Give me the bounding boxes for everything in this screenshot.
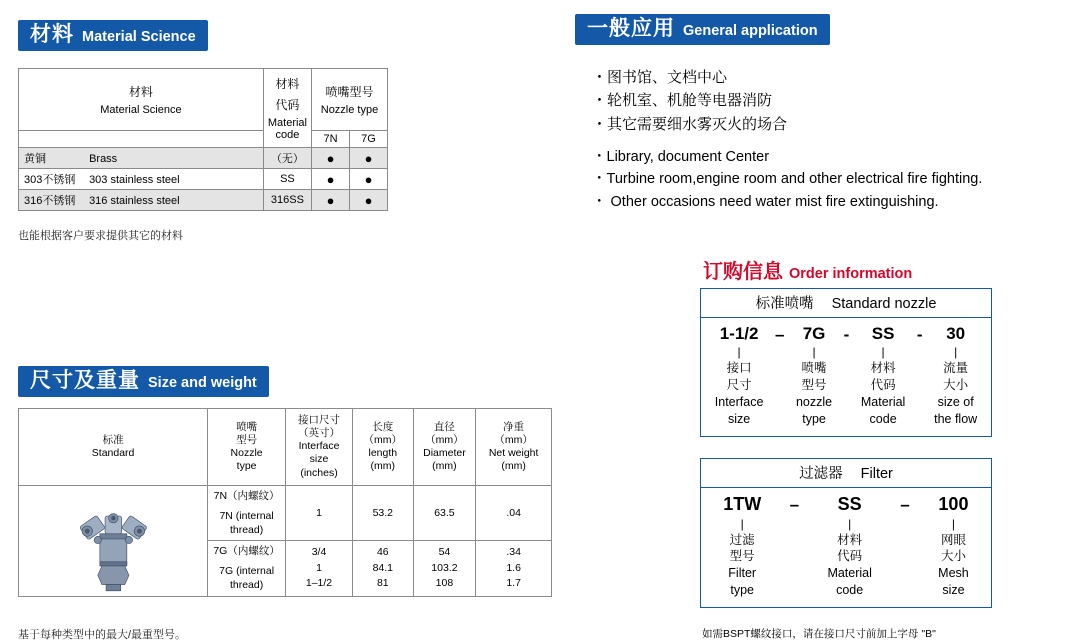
code-label-en-1: nozzle — [795, 395, 833, 410]
code-separator: – — [789, 495, 800, 514]
code-label-cn-1: 喷嘴 — [801, 361, 827, 376]
stem-line: | — [881, 345, 885, 360]
row-length: 46 84.1 81 — [353, 541, 414, 597]
material-table — [18, 68, 388, 211]
list-item: ・Turbine room,engine room and other electrical fire fighting. — [592, 171, 983, 188]
header-interface-size: 接口尺寸 （英寸） Interface size (inches) — [286, 409, 353, 486]
row-name-cn: 黄铜 — [24, 153, 46, 165]
list-item: ・轮机室、机舱等电器消防 — [592, 92, 773, 110]
section-header-order-information — [703, 255, 912, 284]
code-value: 1-1/2 — [719, 324, 759, 343]
stem-line: | — [740, 516, 744, 531]
row-code: （无） — [263, 148, 311, 169]
row-material-name — [19, 169, 264, 190]
code-column-interface-size — [715, 324, 764, 428]
row-material-name — [19, 190, 264, 211]
row-name-en: 316 stainless steel — [89, 195, 180, 207]
code-column-material-code — [861, 324, 905, 428]
filter-box-title — [701, 459, 991, 488]
code-separator: - — [843, 325, 850, 344]
header-nozzle-type: 喷嘴 型号 Nozzle type — [208, 409, 286, 486]
stem-line: | — [737, 345, 741, 360]
code-label-cn-1: 材料 — [870, 361, 896, 376]
code-column-nozzle-type — [796, 324, 832, 428]
table-subheader-row — [19, 131, 388, 148]
header-diameter: 直径 （mm） Diameter (mm) — [413, 409, 476, 486]
header-material-cn: 材料 — [128, 85, 153, 99]
row-interface-size: 1 — [286, 485, 353, 541]
table-row — [19, 148, 388, 169]
header-standard — [19, 409, 208, 486]
code-label-en-1: Filter — [728, 566, 757, 581]
code-column-flow-size — [934, 324, 977, 428]
header-code-cn-1: 材料 — [275, 77, 300, 91]
code-label-cn-2: 代码 — [837, 549, 863, 564]
header-col-7g: 7G — [350, 131, 388, 148]
table-header-row — [19, 409, 552, 486]
header-code-en-1: Material — [267, 117, 307, 129]
stem-line: | — [812, 345, 816, 360]
code-label-en-1: Mesh — [938, 566, 969, 581]
code-label-en-1: Material — [860, 395, 906, 410]
code-label-en-2: size — [942, 583, 965, 598]
row-7g-dot: ● — [350, 148, 388, 169]
row-7n-dot: ● — [312, 148, 350, 169]
row-7g-dot: ● — [350, 169, 388, 190]
general-title-en: General application — [683, 23, 818, 39]
list-item: ・Library, document Center — [592, 148, 770, 165]
general-title-cn: 一般应用 — [587, 17, 675, 40]
row-net-weight: .04 — [476, 485, 552, 541]
header-nozzle-type — [312, 69, 388, 131]
header-nozzle-en: Nozzle type — [320, 104, 379, 116]
header-length: 长度 （mm） length (mm) — [353, 409, 414, 486]
nozzle-illustration — [19, 485, 208, 596]
section-header-material — [18, 20, 208, 51]
row-net-weight: .34 1.6 1.7 — [476, 541, 552, 597]
code-value: 7G — [802, 324, 826, 343]
code-value: 100 — [938, 494, 969, 514]
table-row — [19, 190, 388, 211]
header-standard-en: Standard — [91, 446, 135, 459]
code-label-en-1: Interface — [714, 395, 764, 410]
code-label-cn-2: 大小 — [940, 549, 966, 564]
code-label-cn-2: 型号 — [801, 378, 827, 393]
table-row — [19, 169, 388, 190]
order-box-title-en: Standard nozzle — [831, 296, 937, 312]
code-separator: – — [774, 325, 785, 344]
row-interface-size: 3/4 1 1–1/2 — [286, 541, 353, 597]
general-ribbon — [575, 14, 830, 45]
size-table-note: 基于每种类型中的最大/最重型号。 — [18, 629, 187, 641]
header-nozzle-cn: 喷嘴型号 — [325, 85, 374, 99]
table-row — [19, 485, 552, 541]
material-title-cn: 材料 — [30, 23, 74, 46]
code-label-cn-2: 型号 — [729, 549, 755, 564]
code-label-en-2: size — [727, 412, 751, 427]
code-column-mesh-size — [938, 494, 969, 599]
spacer-cell — [19, 131, 264, 148]
table-header-row — [19, 69, 388, 131]
size-ribbon — [18, 366, 269, 397]
code-value: 1TW — [723, 494, 762, 514]
order-box-title-cn: 标准喷嘴 — [755, 296, 814, 312]
code-label-cn-1: 接口 — [726, 361, 752, 376]
material-title-en: Material Science — [82, 29, 196, 45]
size-title-en: Size and weight — [148, 375, 257, 391]
row-material-name — [19, 148, 264, 169]
header-material-code — [263, 69, 311, 148]
row-code: 316SS — [263, 190, 311, 211]
header-standard-cn: 标准 — [102, 433, 124, 446]
standard-nozzle-code-box — [700, 288, 992, 437]
size-title-cn: 尺寸及重量 — [30, 369, 140, 392]
code-label-en-2: type — [730, 583, 754, 598]
order-title-cn: 订购信息 — [703, 261, 783, 283]
code-label-cn-1: 过滤 — [729, 532, 755, 547]
filter-code-box — [700, 458, 992, 608]
code-column-filter-type — [723, 494, 761, 599]
row-name-cn: 303不锈钢 — [24, 174, 76, 186]
row-code: SS — [263, 169, 311, 190]
stem-line: | — [954, 345, 958, 360]
size-weight-table — [18, 408, 552, 597]
code-label-en-1: Material — [827, 566, 872, 581]
list-item: ・其它需要细水雾灭火的场合 — [592, 115, 788, 133]
order-title-en: Order information — [789, 266, 913, 282]
code-label-cn-2: 大小 — [943, 378, 969, 393]
stem-line: | — [848, 516, 852, 531]
filter-box-title-cn: 过滤器 — [799, 466, 843, 482]
row-7n-dot: ● — [312, 169, 350, 190]
material-ribbon — [18, 20, 208, 51]
code-separator: – — [900, 495, 910, 514]
header-net-weight: 净重 （mm） Net weight (mm) — [476, 409, 552, 486]
filter-code-grid — [701, 488, 991, 607]
row-name-en: Brass — [89, 153, 118, 165]
row-nozzle-type: 7N（内螺纹） 7N (internal thread) — [208, 485, 286, 541]
code-label-en-2: code — [836, 583, 864, 598]
code-label-en-2: the flow — [934, 412, 978, 427]
row-diameter: 63.5 — [413, 485, 476, 541]
order-box-title — [701, 289, 991, 318]
code-value: 30 — [946, 324, 966, 343]
row-name-cn: 316不锈钢 — [24, 195, 76, 207]
material-table-note: 也能根据客户要求提供其它的材料 — [18, 230, 183, 242]
code-label-en-2: type — [802, 412, 826, 427]
code-label-cn-1: 材料 — [837, 532, 863, 547]
code-column-material-code — [827, 494, 871, 599]
row-diameter: 54 103.2 108 — [413, 541, 476, 597]
section-header-general-application — [575, 14, 830, 45]
code-label-en-2: code — [869, 412, 897, 427]
bspt-thread-note: 如需BSPT螺纹接口，请在接口尺寸前加上字母 "B" — [702, 628, 936, 640]
stem-line: | — [951, 516, 955, 531]
header-code-cn-2: 代码 — [275, 98, 300, 112]
list-item: ・图书馆、文档中心 — [592, 69, 728, 86]
row-name-en: 303 stainless steel — [89, 174, 180, 186]
row-length: 53.2 — [353, 485, 414, 541]
row-7g-dot: ● — [350, 190, 388, 211]
general-application-list — [592, 66, 1062, 213]
order-code-grid — [701, 318, 991, 436]
row-7n-dot: ● — [312, 190, 350, 211]
row-nozzle-type: 7G（内螺纹） 7G (internal thread) — [208, 541, 286, 597]
header-col-7n: 7N — [312, 131, 350, 148]
code-separator: - — [916, 325, 923, 344]
code-label-cn-2: 尺寸 — [726, 378, 752, 393]
code-label-cn-2: 代码 — [870, 378, 896, 393]
code-value: SS — [837, 494, 862, 514]
code-label-cn-1: 流量 — [943, 361, 969, 376]
code-label-en-1: size of — [937, 395, 974, 410]
header-material-en: Material Science — [100, 104, 182, 116]
header-material — [19, 69, 264, 131]
code-value: SS — [871, 324, 895, 343]
code-label-cn-1: 网眼 — [940, 532, 966, 547]
list-item: ・ Other occasions need water mist fire extinguishing. — [592, 193, 939, 210]
header-code-en-2: code — [275, 129, 300, 141]
filter-box-title-en: Filter — [860, 466, 893, 482]
section-header-size — [18, 366, 269, 397]
